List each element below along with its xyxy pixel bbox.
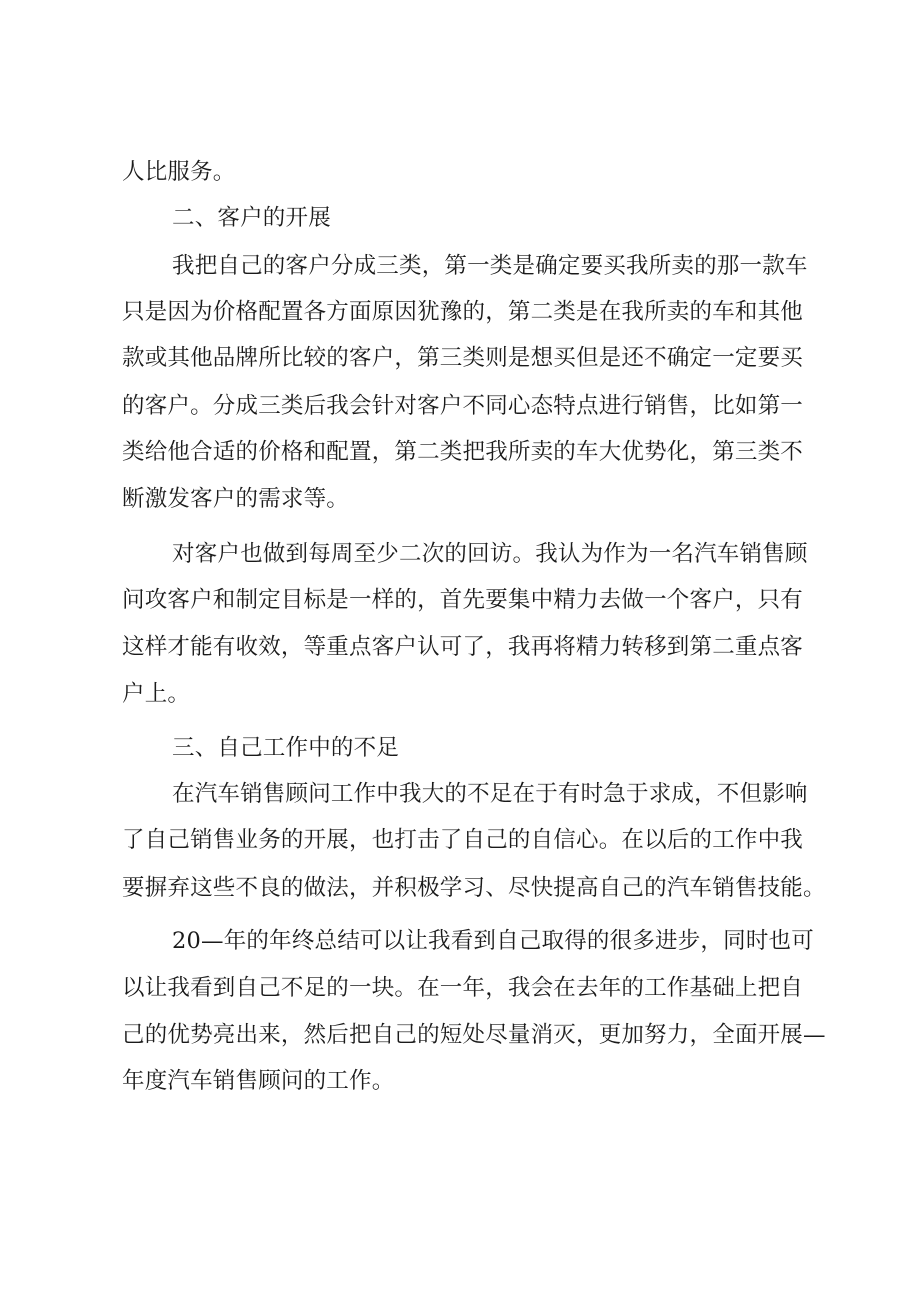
text-line: 我把自己的客户分成三类，第一类是确定要买我所卖的那一款车	[172, 253, 808, 279]
text-line: 户上。	[122, 681, 191, 707]
text-line: 年度汽车销售顾问的工作。	[122, 1068, 395, 1094]
text-line: 只是因为价格配置各方面原因犹豫的，第二类是在我所卖的车和其他	[122, 299, 804, 325]
text-line: 在汽车销售顾问工作中我大的不足在于有时急于求成，不但影响	[172, 781, 808, 807]
text-line: 对客户也做到每周至少二次的回访。我认为作为一名汽车销售顾	[172, 541, 808, 567]
text-line: 类给他合适的价格和配置，第二类把我所卖的车大优势化，第三类不	[122, 439, 804, 465]
section-heading: 三、自己工作中的不足	[172, 735, 400, 761]
text-line: 问攻客户和制定目标是一样的，首先要集中精力去做一个客户，只有	[122, 587, 804, 613]
text-line: 断激发客户的需求等。	[122, 486, 350, 512]
text-line: 款或其他品牌所比较的客户，第三类则是想买但是还不确定一定要买	[122, 345, 804, 371]
text-line: 的客户。分成三类后我会针对客户不同心态特点进行销售，比如第一	[122, 393, 804, 419]
text-line: 人比服务。	[122, 159, 236, 185]
text-line: 要摒弃这些不良的做法，并积极学习、尽快提高自己的汽车销售技能。	[122, 875, 826, 901]
text-line: 20—年的年终总结可以让我看到自己取得的很多进步，同时也可	[172, 928, 814, 954]
text-line: 己的优势亮出来，然后把自己的短处尽量消灭，更加努力，全面开展—	[122, 1022, 826, 1048]
text-line: 了自己销售业务的开展，也打击了自己的自信心。在以后的工作中我	[122, 827, 804, 853]
text-line: 这样才能有收效，等重点客户认可了，我再将精力转移到第二重点客	[122, 634, 804, 660]
section-heading: 二、客户的开展	[172, 205, 331, 231]
text-line: 以让我看到自己不足的一块。在一年，我会在去年的工作基础上把自	[122, 975, 804, 1001]
